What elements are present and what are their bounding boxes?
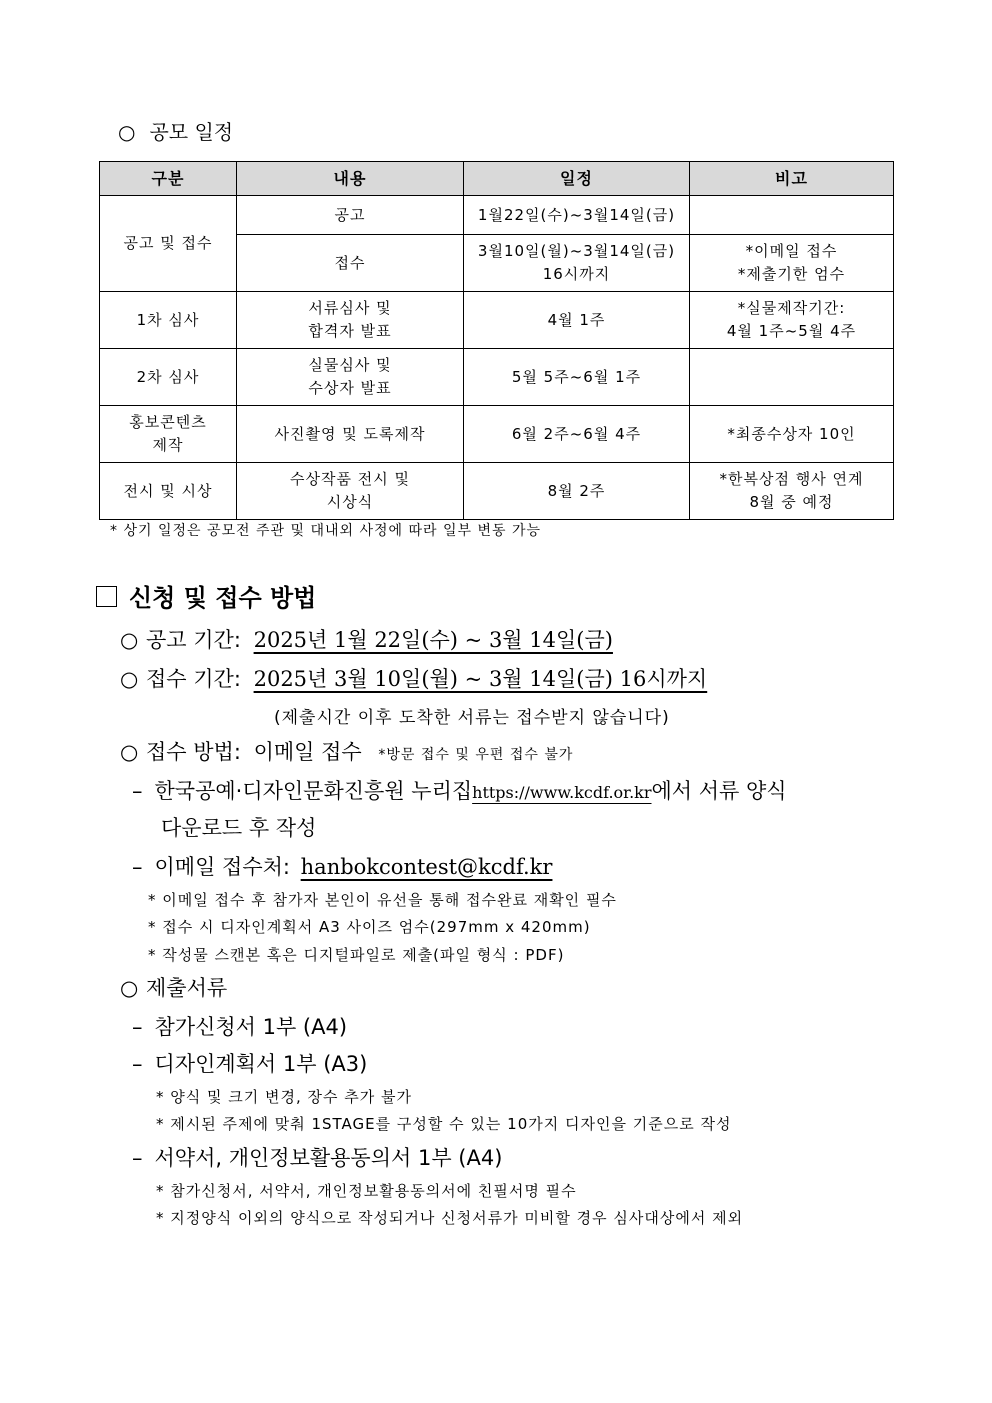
cell-content: 사진촬영 및 도록제작: [237, 406, 464, 463]
cell-content: 실물심사 및 수상자 발표: [237, 349, 464, 406]
table-row: [100, 292, 894, 349]
header-category: 구분: [100, 162, 237, 196]
notice-period-value: 2025년 1월 22일(수) ~ 3월 14일(금): [253, 628, 613, 652]
email-line: – 이메일 접수처: hanbokcontest@kcdf.kr: [132, 855, 553, 879]
receipt-note: (제출시간 이후 도착한 서류는 접수받지 않습니다): [274, 708, 670, 728]
download-line-cont: 다운로드 후 작성: [161, 816, 317, 840]
cell-date: 8월 2주: [464, 463, 690, 520]
cell-content: 접수: [237, 235, 464, 292]
receipt-period-value: 2025년 3월 10일(월) ~ 3월 14일(금) 16시까지: [253, 667, 708, 691]
circle-bullet-icon: ○: [120, 740, 139, 764]
cell-content: 서류심사 및 합격자 발표: [237, 292, 464, 349]
kcdf-link[interactable]: https://www.kcdf.or.kr: [472, 783, 652, 802]
circle-bullet-icon: ○: [120, 976, 139, 1000]
cell-content: 수상작품 전시 및 시상식: [237, 463, 464, 520]
schedule-heading: ○ 공모 일정: [118, 120, 234, 144]
schedule-table: [99, 161, 894, 520]
cell-date: 1월22일(수)~3월14일(금): [464, 196, 690, 235]
cell-category: 전시 및 시상: [100, 463, 237, 520]
schedule-footnote: * 상기 일정은 공모전 주관 및 대내외 사정에 따라 일부 변동 가능: [110, 523, 542, 539]
circle-bullet-icon: ○: [120, 628, 139, 652]
method-line: ○ 접수 방법: 이메일 접수 *방문 접수 및 우편 접수 불가: [120, 740, 574, 764]
cell-date: 4월 1주: [464, 292, 690, 349]
cell-date: 5월 5주~6월 1주: [464, 349, 690, 406]
receipt-period-line: ○ 접수 기간: 2025년 3월 10일(월) ~ 3월 14일(금) 16시까지: [120, 667, 708, 691]
table-row: [100, 349, 894, 406]
doc-item: – 서약서, 개인정보활용동의서 1부 (A4): [132, 1146, 503, 1170]
doc-item: – 디자인계획서 1부 (A3): [132, 1052, 368, 1076]
notice-period-line: ○ 공고 기간: 2025년 1월 22일(수) ~ 3월 14일(금): [120, 628, 613, 652]
circle-bullet-icon: ○: [118, 120, 136, 144]
doc-note: * 제시된 주제에 맞춰 1STAGE를 구성할 수 있는 10가지 디자인을 기준으로 작성: [156, 1115, 732, 1133]
dash-bullet-icon: –: [132, 1015, 143, 1039]
dash-bullet-icon: –: [132, 779, 143, 803]
dash-bullet-icon: –: [132, 855, 143, 879]
cell-category: 1차 심사: [100, 292, 237, 349]
cell-category: 홍보콘텐츠 제작: [100, 406, 237, 463]
circle-bullet-icon: ○: [120, 667, 139, 691]
cell-date: 3월10일(월)~3월14일(금) 16시까지: [464, 235, 690, 292]
doc-item: – 참가신청서 1부 (A4): [132, 1015, 348, 1039]
cell-note: *실물제작기간: 4월 1주~5월 4주: [690, 292, 894, 349]
method-value: 이메일 접수: [253, 740, 362, 764]
cell-note: *최종수상자 10인: [690, 406, 894, 463]
header-note: 비고: [690, 162, 894, 196]
cell-content: 공고: [237, 196, 464, 235]
doc-note: * 지정양식 이외의 양식으로 작성되거나 신청서류가 미비할 경우 심사대상에서 제외: [156, 1209, 744, 1227]
email-note: * 작성물 스캔본 혹은 디지털파일로 제출(파일 형식 : PDF): [148, 946, 565, 964]
doc-note: * 양식 및 크기 변경, 장수 추가 불가: [156, 1088, 413, 1106]
method-note: *방문 접수 및 우편 접수 불가: [378, 747, 574, 763]
email-note: * 이메일 접수 후 참가자 본인이 유선을 통해 접수완료 재확인 필수: [148, 891, 617, 909]
table-row: [100, 463, 894, 520]
cell-category: 2차 심사: [100, 349, 237, 406]
cell-note: [690, 349, 894, 406]
email-link[interactable]: hanbokcontest@kcdf.kr: [300, 855, 553, 879]
header-date: 일정: [464, 162, 690, 196]
docs-heading: ○ 제출서류: [120, 976, 228, 1000]
table-header-row: [100, 162, 894, 196]
table-row: [100, 196, 894, 235]
dash-bullet-icon: –: [132, 1146, 143, 1170]
cell-note: [690, 196, 894, 235]
download-line: – 한국공예·디자인문화진흥원 누리집https://www.kcdf.or.kr에서 서류 양식: [132, 779, 787, 803]
checkbox-square-icon: [96, 586, 117, 607]
cell-date: 6월 2주~6월 4주: [464, 406, 690, 463]
cell-note: *한복상점 행사 연계 8월 중 예정: [690, 463, 894, 520]
doc-note: * 참가신청서, 서약서, 개인정보활용동의서에 친필서명 필수: [156, 1182, 577, 1200]
header-content: 내용: [237, 162, 464, 196]
cell-note: *이메일 접수 *제출기한 엄수: [690, 235, 894, 292]
table-row: [100, 406, 894, 463]
section-heading: 신청 및 접수 방법: [96, 578, 316, 613]
email-note: * 접수 시 디자인계획서 A3 사이즈 엄수(297mm x 420mm): [148, 918, 591, 936]
cell-category: 공고 및 접수: [100, 196, 237, 292]
dash-bullet-icon: –: [132, 1052, 143, 1076]
